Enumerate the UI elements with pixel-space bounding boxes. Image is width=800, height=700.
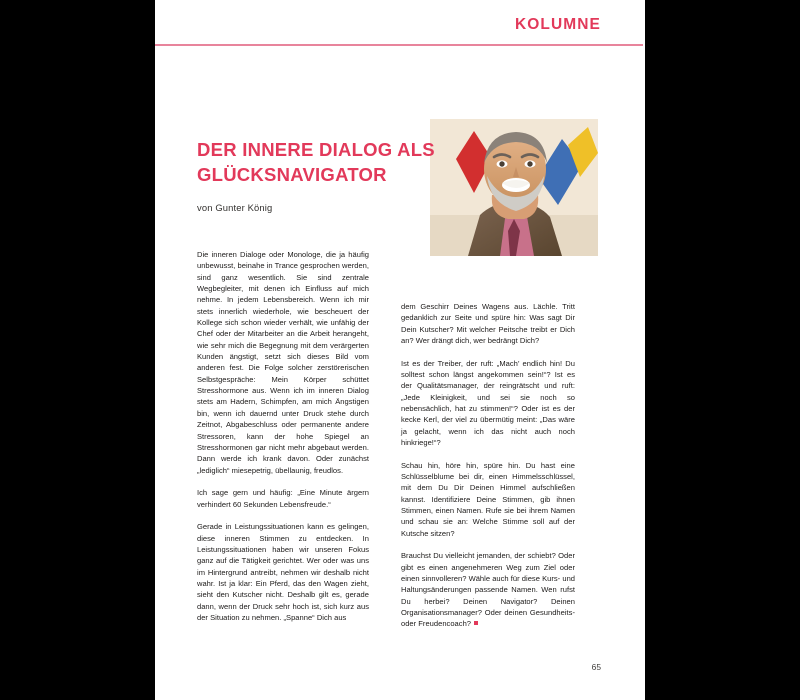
body-paragraph: Die inneren Dialoge oder Monologe, die ja häufig unbewusst, beinahe in Trance gesprochen werden, sind ganz wesentlich. Sie sind zentrale Wegbegleiter, mit denen ich Einfluss auf mich nehme. In jedem Lebensbereich. Wenn ich mir stets innerlich wiederhole, wie bescheuert der Kollege sich schon wieder verhält, wie unfähig der Chef oder der Mitarbeiter an die Arbeit herangeht, wie sehr mich die Begegnung mit dem verärgerten Kunden ängstigt, setzt sich dieses Bild vom anderen fest. Die Folge solcher zerstörerischen Selbstgespräche: Mein Körper schüttet Stresshormone aus. Wenn ich im inneren Dialog stets am Hadern, Schimpfen, am mich Ängstigen bin, wenn ich dauernd unter Druck stehe durch Zeitnot, Abgabeschluss oder permanente andere Stressoren, kann der hohe Spiegel an Stresshormonen gar nicht mehr abgebaut werden. Dann werde ich krank davon. Oder zunächst „lediglich“ miesepetrig, übellaunig, freudlos. — [197, 250, 369, 475]
author-portrait-photo — [430, 119, 598, 256]
body-paragraph: Ich sage gern und häufig: „Eine Minute ärgern verhindert 60 Sekunden Lebensfreude.“ — [197, 488, 369, 509]
section-label: KOLUMNE — [514, 16, 601, 33]
body-column-left — [197, 249, 369, 623]
page-header — [155, 0, 645, 58]
article-byline: von Gunter König — [197, 202, 273, 214]
title-block — [197, 138, 447, 213]
end-of-article-marker — [474, 621, 478, 625]
body-paragraph: Gerade in Leistungssituationen kann es gelingen, diese inneren Stimmen zu entdecken. In Leistungssituationen haben wir unseren Fokus ganz auf die Tätigkeit gerichtet. Wer oder was uns im Hintergrund antreibt, nehmen wir deshalb nicht wahr. Ist ja klar: Ein Pferd, das den Wagen zieht, sieht den Kutscher nicht. Deshalb gilt es, gerade dann, wenn der Druck sehr hoch ist, sich kurz aus der Situation zu nehmen. „Spanne“ Dich aus — [197, 522, 369, 622]
body-paragraph: Brauchst Du vielleicht jemanden, der schiebt? Oder gibt es einen angenehmeren Weg zum Ziel oder einen sinnvolleren? Wähle auch für diese Kurs- und Haltungsänderungen passende Namen. Wen rufst Du herbei? Deinen Navigator? Deinen Organisationsmanager? Oder deinen Gesundheits- oder Freudencoach? — [401, 551, 575, 629]
article-title: DER INNERE DIALOG ALS GLÜCKSNAVIGATOR — [197, 139, 435, 185]
magazine-page — [155, 0, 645, 700]
header-divider — [155, 44, 643, 46]
body-paragraph: Ist es der Treiber, der ruft: „Mach’ endlich hin! Du solltest schon längst angekommen sein!“? Ist es der Qualitätsmanager, der reingrätscht und ruft: „Jede Kleinigkeit, und sei sie noch so nebensächlich, hat zu stimmen!“? Oder ist es der kecke Kerl, der viel zu übermütig meint: „Das wäre ja gelacht, wenn ich das nicht auch noch hinkriege!“? — [401, 358, 575, 448]
body-column-right — [401, 301, 575, 630]
body-paragraph: dem Geschirr Deines Wagens aus. Lächle. Tritt gedanklich zur Seite und spüre hin: Was sagt Dir Dein Kutscher? Mit welcher Peitsche treibt er Dich an? Wer drängt dich, wer bedrängt Dich? — [401, 302, 575, 346]
page-number: 65 — [591, 662, 601, 672]
body-paragraph: Schau hin, höre hin, spüre hin. Du hast eine Schlüsselblume bei dir, einen Himmelsschlüssel, mit dem Du Dir Deinen Himmel aufschließen kannst. Identifiziere Deine Stimmen, gib ihnen Stimmen, einen Namen. Rufe sie bei ihrem Namen und schau sie an: Welche Stimme soll auf der Kutsche sitzen? — [401, 460, 575, 538]
